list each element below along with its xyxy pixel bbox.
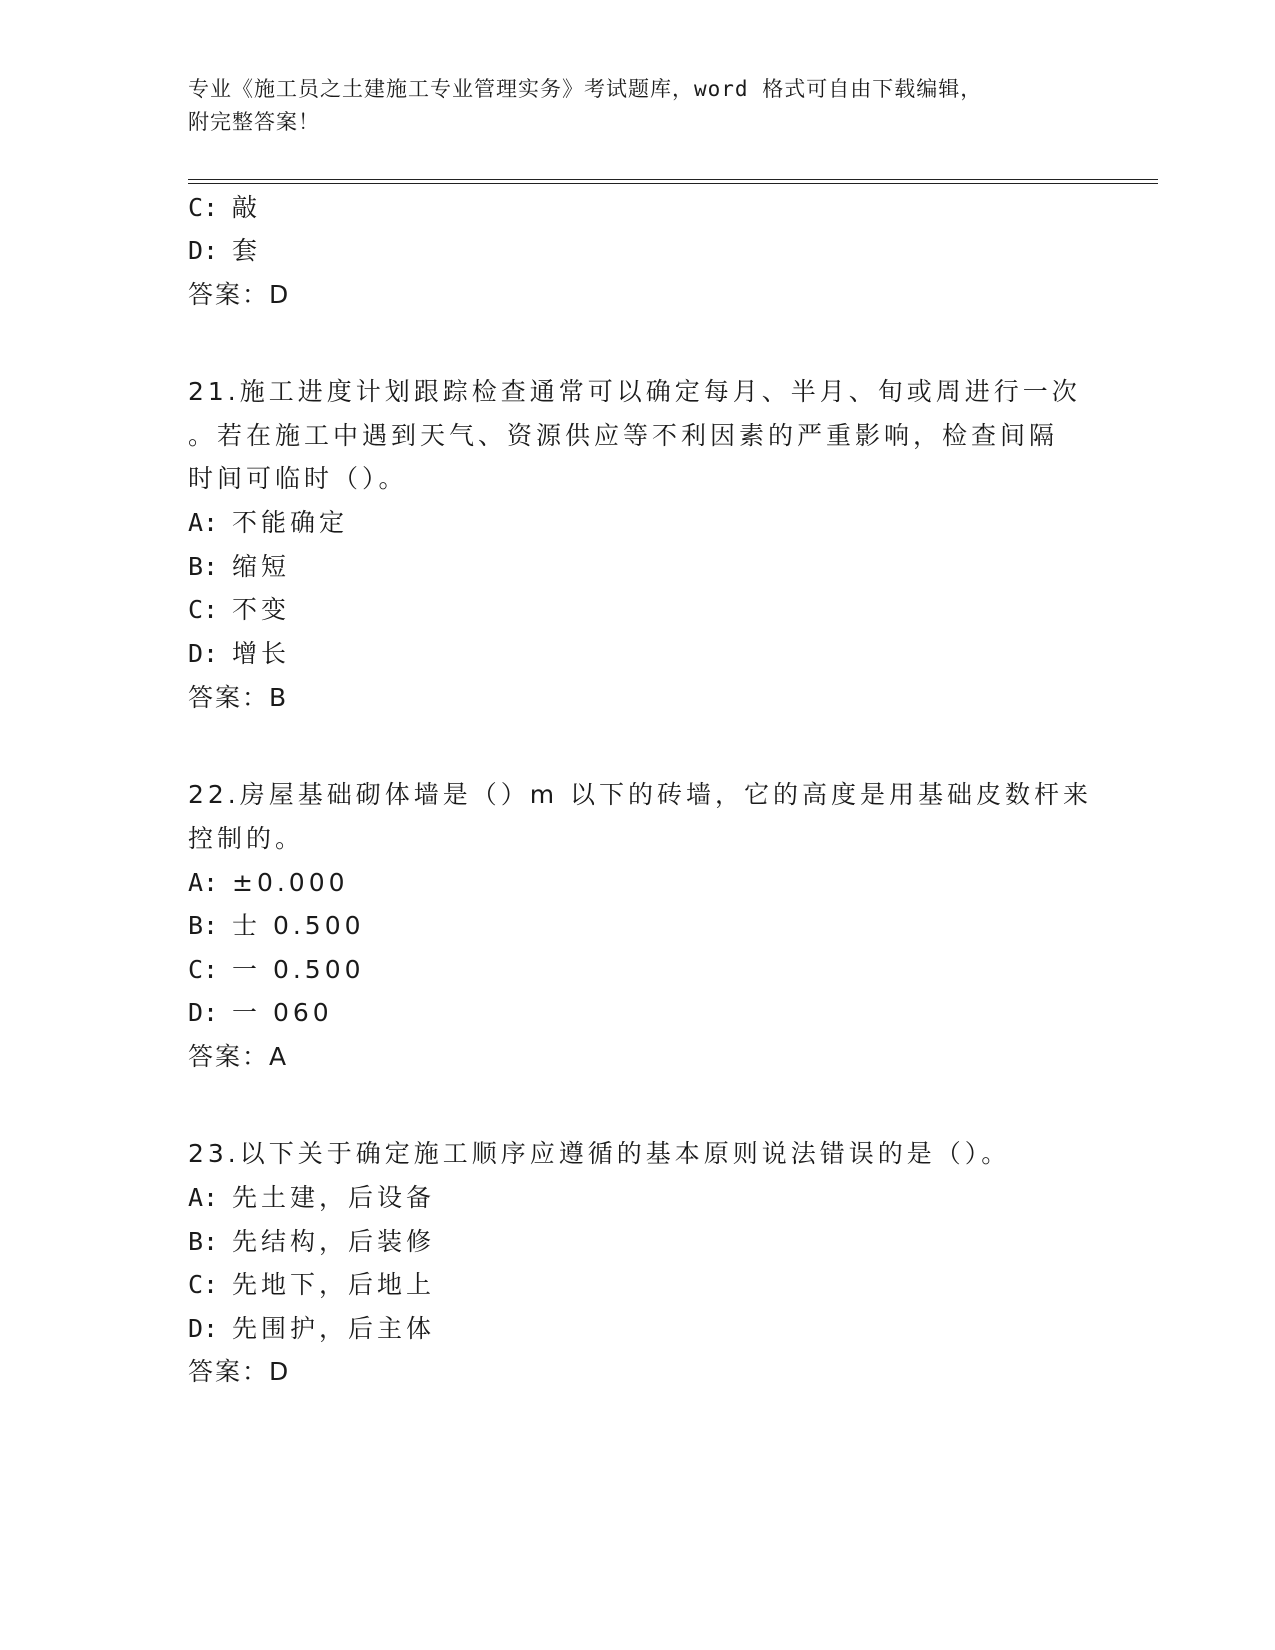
option-text: 一 060 xyxy=(232,998,333,1027)
q23-option-a xyxy=(188,1183,435,1213)
q21-stem-line-3: 时间可临时（）。 xyxy=(188,464,408,493)
q20-option-d xyxy=(188,236,261,266)
option-text: ±0.000 xyxy=(232,868,349,897)
q20-option-c xyxy=(188,193,261,223)
option-text: 先土建，后设备 xyxy=(232,1183,436,1212)
option-text: 套 xyxy=(232,236,262,265)
q21-option-a xyxy=(188,508,348,538)
q22-stem-line-2: 控制的。 xyxy=(188,824,305,853)
q21-option-b xyxy=(188,552,290,582)
q20-answer: 答案：D xyxy=(188,280,291,309)
q22-option-c xyxy=(188,955,365,985)
option-text: 敲 xyxy=(232,193,262,222)
q23-option-c xyxy=(188,1270,435,1300)
option-text: 先地下，后地上 xyxy=(232,1270,436,1299)
option-label: B: xyxy=(188,1227,219,1256)
option-label: B: xyxy=(188,552,219,581)
option-text: 先围护，后主体 xyxy=(232,1314,436,1343)
option-text: 缩短 xyxy=(232,552,291,581)
q21-stem-line-1: 21.施工进度计划跟踪检查通常可以确定每月、半月、旬或周进行一次 xyxy=(188,377,1081,406)
header-line-1: 专业《施工员之土建施工专业管理实务》考试题库，word 格式可自由下载编辑， xyxy=(188,77,983,101)
q21-option-d xyxy=(188,639,290,669)
header-line-2: 附完整答案！ xyxy=(188,110,320,134)
q21-answer: 答案：B xyxy=(188,683,289,712)
q21-stem-line-2: 。若在施工中遇到天气、资源供应等不利因素的严重影响，检查间隔 xyxy=(188,421,1059,450)
header-divider-top xyxy=(188,179,1158,180)
option-text: 一 0.500 xyxy=(232,955,365,984)
option-label: C: xyxy=(188,1270,219,1299)
header-divider-bottom xyxy=(188,183,1158,184)
q21-option-c xyxy=(188,595,290,625)
option-label: D: xyxy=(188,1314,219,1343)
q23-option-b xyxy=(188,1227,435,1257)
option-text: 士 0.500 xyxy=(232,911,365,940)
option-label: C: xyxy=(188,595,219,624)
option-text: 先结构，后装修 xyxy=(232,1227,436,1256)
option-label: A: xyxy=(188,868,219,897)
option-text: 不能确定 xyxy=(232,508,349,537)
option-label: C: xyxy=(188,193,219,222)
document-header xyxy=(188,73,1088,139)
q22-stem-line-1: 22.房屋基础砌体墙是（）m 以下的砖墙，它的高度是用基础皮数杆来 xyxy=(188,780,1093,809)
option-label: D: xyxy=(188,639,219,668)
option-label: D: xyxy=(188,236,219,265)
q23-option-d xyxy=(188,1314,435,1344)
option-text: 不变 xyxy=(232,595,291,624)
option-label: D: xyxy=(188,998,219,1027)
q22-option-d xyxy=(188,998,333,1028)
q23-stem-line-1: 23.以下关于确定施工顺序应遵循的基本原则说法错误的是（）。 xyxy=(188,1139,1011,1168)
q22-option-b xyxy=(188,911,365,941)
q22-option-a xyxy=(188,868,349,898)
option-label: A: xyxy=(188,1183,219,1212)
option-text: 增长 xyxy=(232,639,291,668)
option-label: C: xyxy=(188,955,219,984)
option-label: A: xyxy=(188,508,219,537)
option-label: B: xyxy=(188,911,219,940)
q22-answer: 答案：A xyxy=(188,1042,289,1071)
q23-answer: 答案：D xyxy=(188,1357,291,1386)
